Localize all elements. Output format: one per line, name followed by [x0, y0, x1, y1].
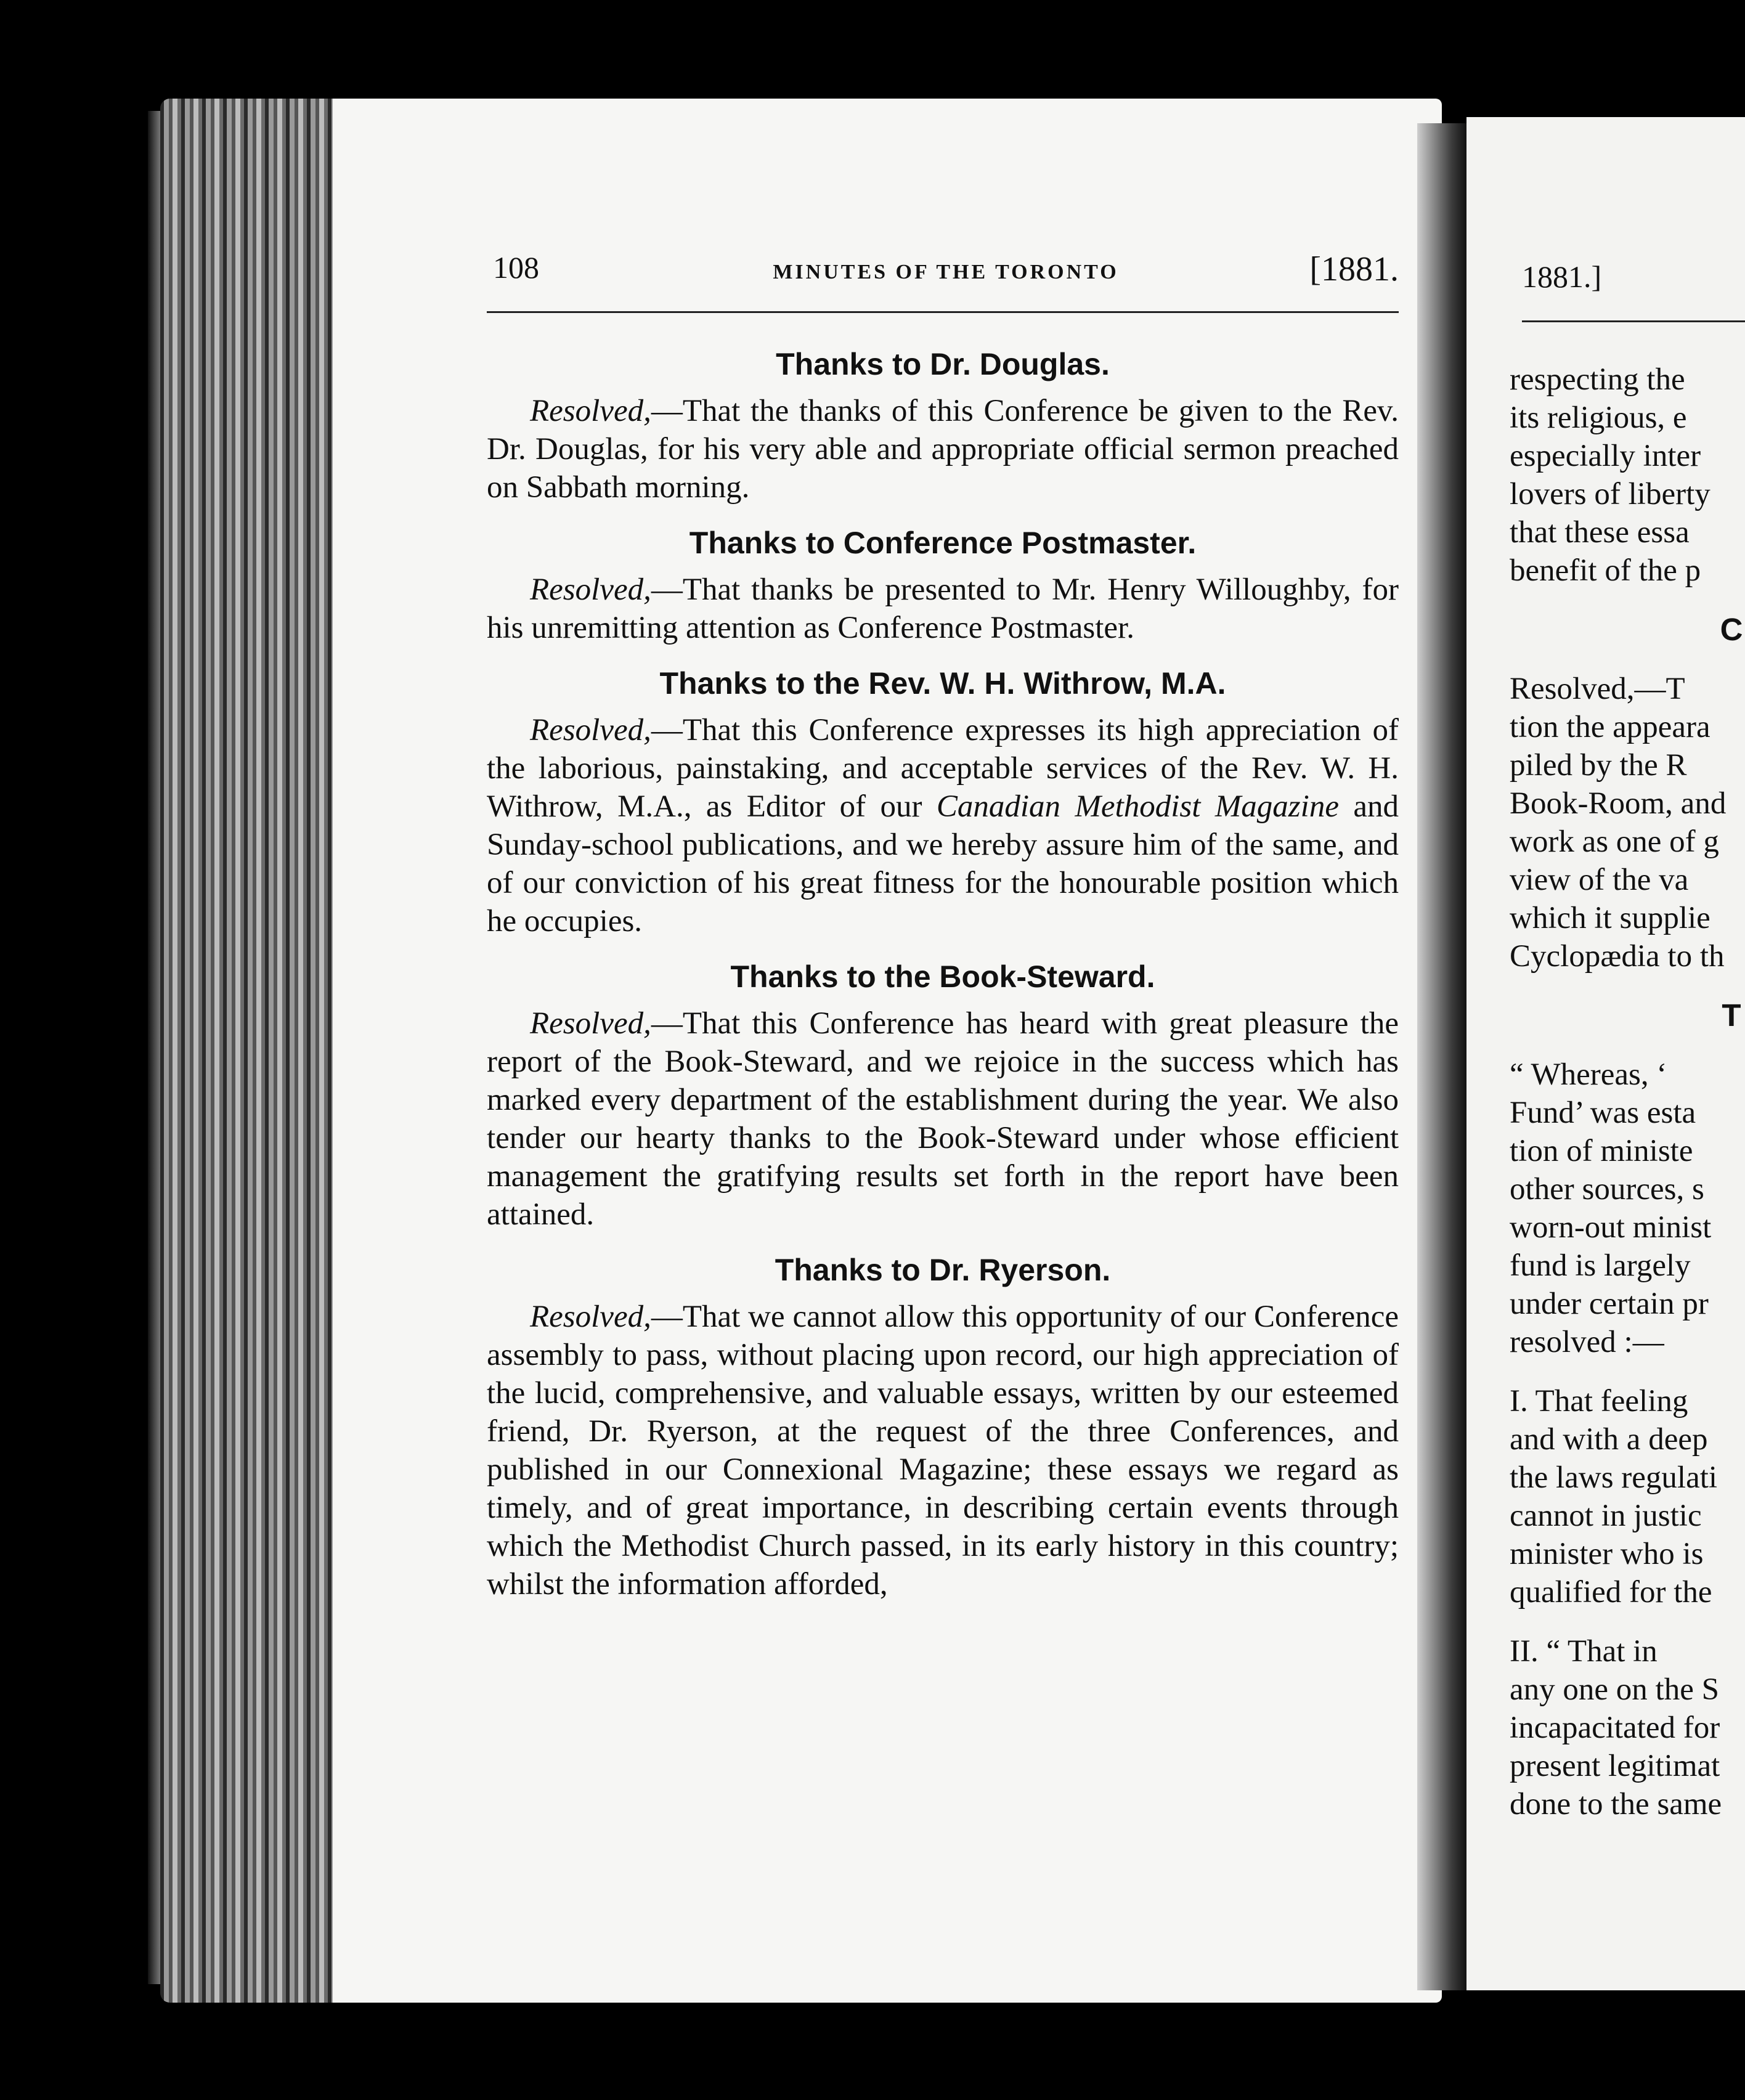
right-page-line: which it supplie: [1510, 901, 1710, 935]
right-page-year: 1881.]: [1522, 259, 1602, 294]
resolved-label: Resolved,: [530, 1300, 651, 1334]
right-page-line: other sources, s: [1510, 1172, 1704, 1207]
right-page-line: [1510, 1361, 1745, 1382]
right-page-body: [1510, 360, 1745, 1823]
right-page-line: benefit of the p: [1510, 553, 1701, 588]
section-heading: Thanks to Conference Postmaster.: [689, 526, 1197, 560]
right-page-line: done to the same: [1510, 1787, 1722, 1821]
right-page-line: [1510, 1035, 1745, 1056]
section-paragraph: [487, 711, 1399, 940]
resolved-label: Resolved,: [530, 394, 651, 428]
section-douglas: [487, 345, 1399, 507]
right-page-line: cannot in justic: [1510, 1499, 1702, 1533]
section-heading: Thanks to the Book-Steward.: [730, 959, 1155, 994]
resolved-label: Resolved,: [530, 1006, 651, 1041]
right-header-rule: [1522, 320, 1745, 322]
left-page-body: [487, 345, 1399, 1621]
right-page-line: its religious, e: [1510, 401, 1687, 435]
right-page-line: lovers of liberty: [1510, 477, 1710, 511]
page-number: 108: [493, 250, 539, 285]
resolved-label: Resolved,: [530, 572, 651, 607]
right-page-line: Cyclopædia to th: [1510, 939, 1725, 974]
section-postmaster: [487, 524, 1399, 647]
section-paragraph: [487, 1004, 1399, 1234]
header-rule: [487, 311, 1399, 313]
right-page-line: Book-Room, and: [1510, 786, 1727, 821]
header-year: [1881.: [1309, 250, 1399, 288]
section-book-steward: [487, 958, 1399, 1234]
right-page-line: and with a deep: [1510, 1422, 1708, 1457]
page-header: [493, 250, 1399, 293]
book-gutter: [1417, 123, 1466, 1990]
section-paragraph: [487, 392, 1399, 507]
right-page-line: incapacitated for: [1510, 1711, 1720, 1745]
section-heading: Thanks to Dr. Ryerson.: [775, 1253, 1111, 1287]
section-heading: Thanks to the Rev. W. H. Withrow, M.A.: [659, 666, 1226, 701]
magazine-title: Canadian Methodist Magazine: [936, 789, 1339, 824]
page-stack-edges: [160, 99, 345, 2003]
right-page-line: especially inter: [1510, 439, 1701, 473]
right-page-line: present legitimat: [1510, 1749, 1720, 1783]
resolution-text: and Sunday-school publications, and we hereby assure him of the same, and of our conviction of his great fitness for the honourable position which he occupies.: [487, 789, 1399, 938]
right-page-line: [1510, 1611, 1745, 1632]
resolution-text: —That this Conference has heard with great pleasure the report of the Book-Steward, and we rejoice in the success which has marked every department of the establishment during the year. We also tender our hearty thanks to the Book-Steward under whose efficient management the gratifying results set forth in the report have been attained.: [487, 1006, 1399, 1232]
section-paragraph: [487, 571, 1399, 647]
right-page-line: resolved :—: [1510, 1325, 1664, 1359]
right-page-line: “ Whereas, ‘: [1510, 1057, 1667, 1092]
right-page-line: piled by the R: [1510, 748, 1687, 783]
right-page-line: tion of ministe: [1510, 1134, 1693, 1168]
right-page-line: tion the appeara: [1510, 710, 1710, 744]
section-heading: Thanks to Dr. Douglas.: [776, 347, 1110, 381]
section-ryerson: [487, 1251, 1399, 1603]
resolved-label: Resolved,: [530, 713, 651, 747]
section-withrow: [487, 664, 1399, 940]
section-paragraph: [487, 1298, 1399, 1603]
right-page-line: the laws regulati: [1510, 1460, 1718, 1495]
right-page-line: [1510, 590, 1745, 611]
right-page-line: T: [1722, 998, 1741, 1033]
resolution-text: —That thanks be presented to Mr. Henry Willoughby, for his unremitting attention as Conference Postmaster.: [487, 572, 1399, 645]
right-page-line: minister who is: [1510, 1537, 1704, 1571]
right-page-line: fund is largely: [1510, 1248, 1691, 1283]
right-page-line: worn-out minist: [1510, 1210, 1712, 1245]
right-page-line: any one on the S: [1510, 1672, 1719, 1707]
right-page-line: C: [1720, 612, 1743, 647]
right-page-line: that these essa: [1510, 515, 1690, 550]
right-page-line: under certain pr: [1510, 1287, 1709, 1321]
resolution-text: —That the thanks of this Conference be given to the Rev. Dr. Douglas, for his very able and appropriate official sermon preached on Sabbath morning.: [487, 394, 1399, 505]
right-page-line: Fund’ was esta: [1510, 1096, 1696, 1130]
running-head: MINUTES OF THE TORONTO: [773, 261, 1119, 283]
right-page-line: respecting the: [1510, 362, 1685, 397]
right-page-line: II. “ That in: [1510, 1634, 1658, 1669]
resolution-text: —That this Conference expresses its high appreciation of the laborious, painstaking, and acceptable services of the Rev. W. H. Withrow, M.A., as Editor of our: [487, 713, 1399, 824]
right-page-line: view of the va: [1510, 863, 1689, 897]
right-page-line: work as one of g: [1510, 824, 1719, 859]
right-page-line: I. That feeling: [1510, 1384, 1688, 1418]
resolution-text: —That we cannot allow this opportunity of our Conference assembly to pass, without placing upon record, our high appreciation of the lucid, comprehensive, and valuable essays, written by our esteemed friend, Dr. Ryerson, at the request of the three Conferences, and published in our Connexional Magazine; these essays we regard as timely, and of great importance, in describing certain events through which the Methodist Church passed, in its early history in this country; whilst the information afforded,: [487, 1300, 1399, 1601]
right-page-line: Resolved,—T: [1510, 672, 1685, 706]
right-page-line: [1510, 975, 1745, 996]
right-page-line: [1510, 649, 1745, 670]
right-page-line: qualified for the: [1510, 1575, 1712, 1610]
